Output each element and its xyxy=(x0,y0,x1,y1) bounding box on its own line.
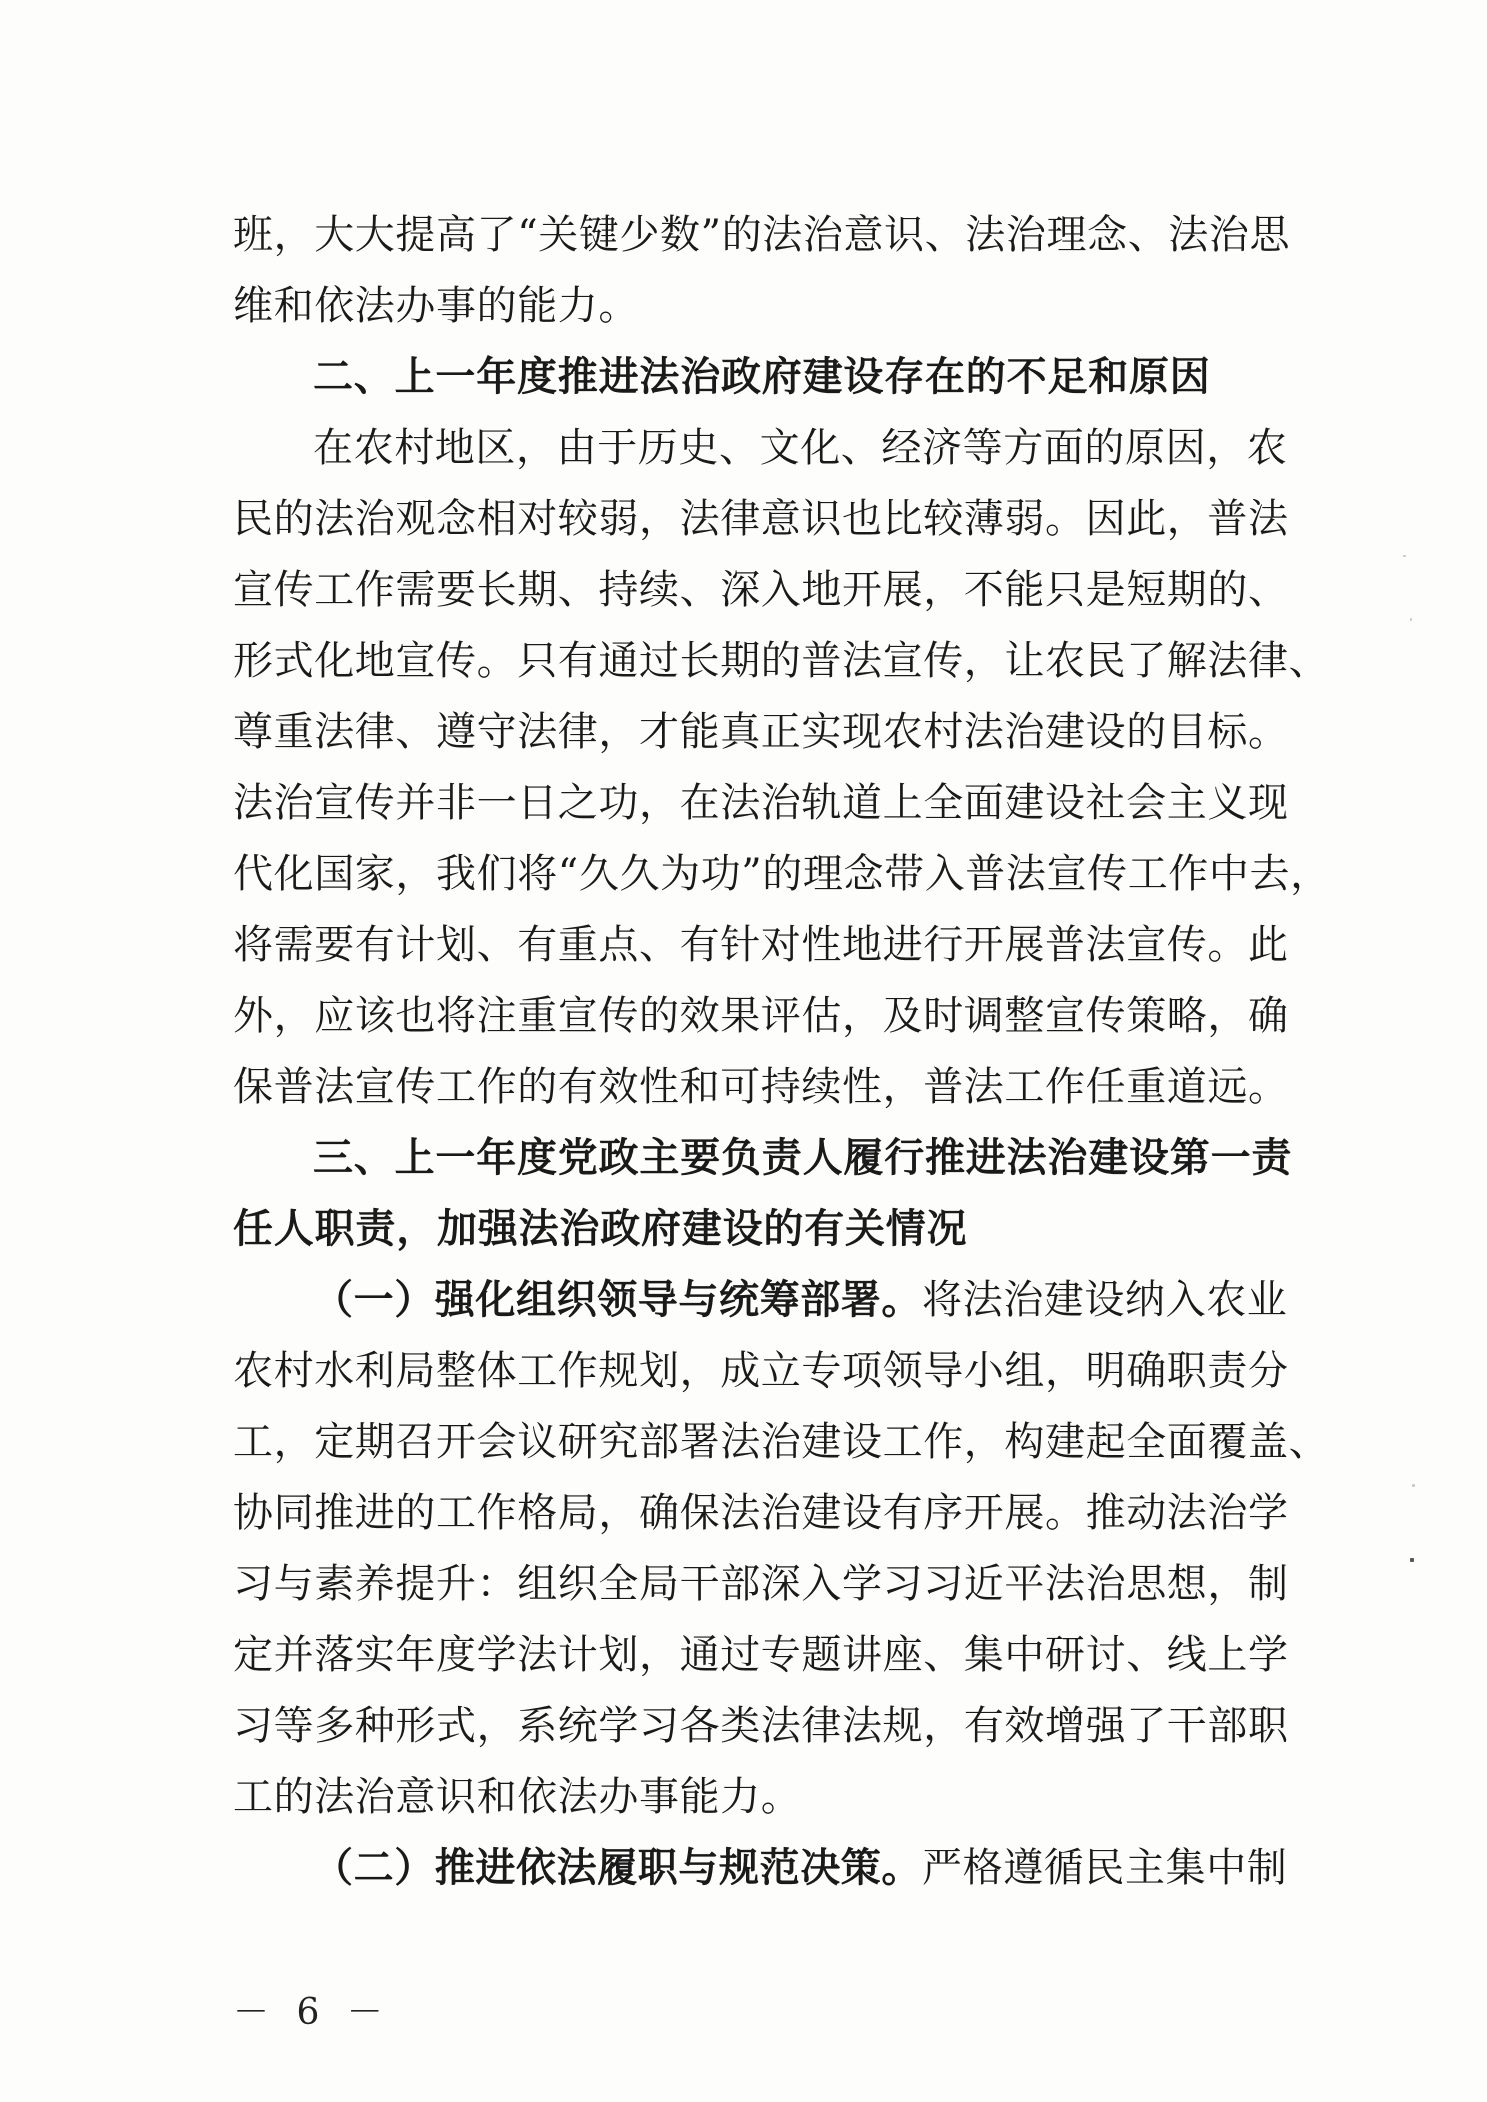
paragraph-line: 在农村地区，由于历史、文化、经济等方面的原因，农 xyxy=(313,425,1288,471)
paragraph-line: 将需要有计划、有重点、有针对性地进行开展普法宣传。此 xyxy=(233,922,1289,968)
subsection-lead-1: （一）强化组织领导与统筹部署。 xyxy=(313,1277,922,1323)
paragraph-line: 工的法治意识和依法办事能力。 xyxy=(233,1774,802,1820)
section-heading-3-line-1: 三、上一年度党政主要负责人履行推进法治建设第一责 xyxy=(313,1135,1293,1181)
paragraph-line: 工，定期召开会议研究部署法治建设工作，构建起全面覆盖、 xyxy=(233,1419,1330,1465)
paragraph-line: 法治宣传并非一日之功，在法治轨道上全面建设社会主义现 xyxy=(233,780,1289,826)
page-number: － 6 － xyxy=(233,1992,391,2033)
paragraph-line xyxy=(233,1833,1288,1904)
paragraph-line xyxy=(233,1265,1288,1336)
section-heading-2: 二、上一年度推进法治政府建设存在的不足和原因 xyxy=(313,354,1211,400)
paragraph-line: 班，大大提高了“关键少数”的法治意识、法治理念、法治思 xyxy=(233,212,1291,258)
paragraph-line: 形式化地宣传。只有通过长期的普法宣传，让农民了解法律、 xyxy=(233,638,1330,684)
paragraph-line: 代化国家，我们将“久久为功”的理念带入普法宣传工作中去， xyxy=(233,851,1331,897)
paragraph-text: 将法治建设纳入农业 xyxy=(922,1277,1288,1323)
paragraph-text: 严格遵循民主集中制 xyxy=(922,1845,1288,1891)
paragraph-line: 尊重法律、遵守法律，才能真正实现农村法治建设的目标。 xyxy=(233,709,1289,755)
paragraph-line: 维和依法办事的能力。 xyxy=(233,283,639,329)
paragraph-line: 保普法宣传工作的有效性和可持续性，普法工作任重道远。 xyxy=(233,1064,1289,1110)
document-body xyxy=(233,200,1331,1904)
scan-speck xyxy=(1412,1484,1415,1487)
scan-speck xyxy=(1410,1558,1414,1562)
paragraph-line: 外，应该也将注重宣传的效果评估，及时调整宣传策略，确 xyxy=(233,993,1289,1039)
paragraph-line: 民的法治观念相对较弱，法律意识也比较薄弱。因此，普法 xyxy=(233,496,1289,542)
scan-speck xyxy=(1410,618,1412,621)
paragraph-line: 农村水利局整体工作规划，成立专项领导小组，明确职责分 xyxy=(233,1348,1289,1394)
paragraph-line: 协同推进的工作格局，确保法治建设有序开展。推动法治学 xyxy=(233,1490,1289,1536)
paragraph-line: 宣传工作需要长期、持续、深入地开展，不能只是短期的、 xyxy=(233,567,1289,613)
section-heading-3-line-2: 任人职责，加强法治政府建设的有关情况 xyxy=(233,1206,968,1252)
paragraph-line: 习与素养提升：组织全局干部深入学习习近平法治思想，制 xyxy=(233,1561,1289,1607)
subsection-lead-2: （二）推进依法履职与规范决策。 xyxy=(313,1845,922,1891)
paragraph-line: 定并落实年度学法计划，通过专题讲座、集中研讨、线上学 xyxy=(233,1632,1289,1678)
paragraph-line: 习等多种形式，系统学习各类法律法规，有效增强了干部职 xyxy=(233,1703,1289,1749)
scan-speck xyxy=(1403,555,1406,557)
